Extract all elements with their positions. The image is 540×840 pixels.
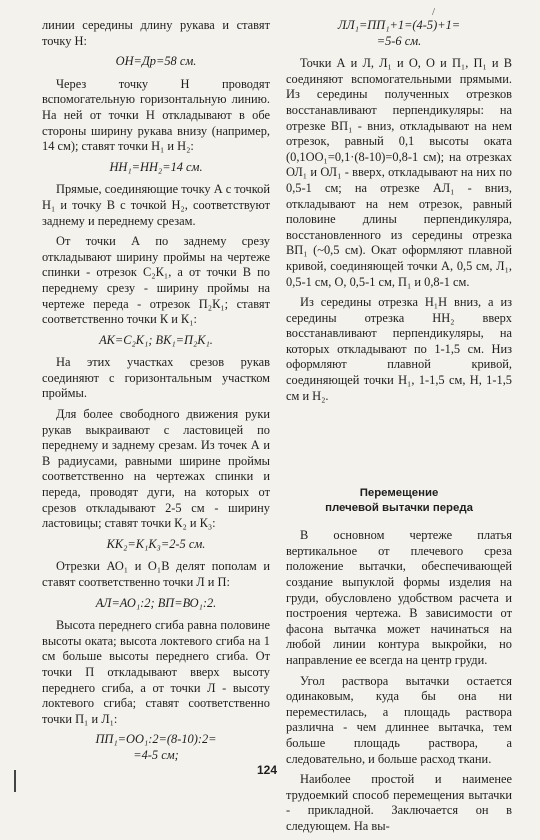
formula: ОН=Др=58 см.: [115, 54, 197, 69]
paragraph: Из середины отрезка Н₁Н вниз, а из середины отрезка НН₂ вверх восстанавливают перпендикуляры, на которых откладывают по 1-1,5 см. Низ оформляют плавной кривой, соединяющей точки Н₁, 1-1,5 см, Н, 1-1,5 см и Н₂.: [286, 295, 512, 403]
paragraph: На этих участках срезов рукав соединяют с горизонтальным участком проймы.: [42, 355, 270, 401]
paragraph: Угол раствора вытачки остается одинаковым, куда бы она ни переместилась, а площадь раствора различна - чем длиннее вытачка, тем больше площадь раствора, а следовательно, и больше расход ткани.: [286, 673, 512, 766]
paragraph: В основном чертеже платья вертикальное от плечевого среза положение вытачки, обеспечивающей создание выпуклой формы изделия на груди, обусловлено удобством расчета и построения чертежа. В зависимости от фасона вытачка может начинаться на любой линии контура выкройки, но направление ее всегда на центр груди.: [286, 528, 512, 667]
heading-line: Перемещение: [359, 487, 439, 500]
formula: ЛЛ₁=ПП₁+1=(4-5)+1=: [337, 18, 461, 32]
paragraph: Отрезки АО₁ и О₁В делят пополам и ставят соответственно точки Л и П:: [42, 559, 270, 589]
paragraph: линии середины длину рукава и ставят точку Н:: [42, 18, 270, 48]
page-number: 124: [257, 763, 278, 777]
heading-line: плечевой вытачки переда: [325, 502, 473, 515]
paragraph: Наиболее простой и наименее трудоемкий способ перемещения вытачки - прикладной. Заключается он в следующем. На вы-: [286, 772, 512, 833]
formula: =5-6 см.: [376, 33, 422, 48]
section-heading: [286, 486, 512, 516]
paragraph: Для более свободного движения руки рукав выкраивают с ластовицей по переднему и заднему срезам. Из точек А и В радиусами, равными ширине проймы соответственно на чертежах спинки и переда, проводят дуги, на которых от срезов откладывают 2-5 см - ширину ластовицы; ставят точки К₂ и К₃:: [42, 407, 270, 531]
paragraph: Прямые, соединяющие точку А с точкой Н₁ и точку В с точкой Н₂, соответствуют заднему и переднему срезам.: [42, 182, 270, 228]
paragraph: Точки А и Л, Л₁ и О, О и П₁, П₁ и В соединяют вспомогательными прямыми. Из середины полученных отрезков восстанавливают перпендикуляры: на отрезке ВП₁ - вниз, откладывают на нем отрезок, равный 0,1 высоты оката (0,1ОО₁=0,1·(8-10)=0,8-1 см); на отрезках ОЛ₁ и ОЛ₁ - вверх, откладывают на них по 0,5-1 см; на отрезке АЛ₁ - вниз, откладывают на нем отрезок, равный половине длины перпендикуляра, восстановленного из середины отрезка ВП₁ (~0,5 см). Окат оформляют плавной кривой, соединяющей точки А, 0,5 см, Л₁, 0,5-1 см, О, 0,5-1 см, П₁ и 0,8-1 см.: [286, 56, 512, 289]
formula: КК₂=К₁К₃=2-5 см.: [106, 536, 206, 551]
formula: =4-5 см;: [133, 747, 179, 762]
margin-rule: [14, 770, 16, 792]
formula: ПП₁=ОО₁:2=(8-10):2=: [95, 732, 217, 747]
paragraph: От точки А по заднему срезу откладывают ширину проймы на чертеже спинки - отрезок С₂К₁, а от точки В по переднему срезу - ширину проймы на чертеже переда - отрезок П₂К₁; ставят соответственно точки К и К₁:: [42, 234, 270, 327]
margin-mark: /: [432, 6, 436, 18]
formula: АЛ=АО₁:2; ВП=ВО₁:2.: [95, 595, 217, 610]
formula: НН₁=НН₂=14 см.: [109, 159, 203, 174]
right-column: [286, 18, 512, 840]
paragraph: Высота переднего сгиба равна половине высоты оката; высота локтевого сгиба на 1 см больше высоты переднего сгиба. От точки П откладывают вверх высоту переднего сгиба, а от точки Л - высоту локтевого сгиба; ставят соответственно точки П₁ и Л₁:: [42, 618, 270, 726]
paragraph: Через точку Н проводят вспомогательную горизонтальную линию. На ней от точки Н откладывают в обе стороны ширину рукава внизу (например, 14 см); ставят точки Н₁ и Н₂:: [42, 76, 270, 154]
formula: АК=С₂К₁; ВК₁=П₂К₁.: [99, 332, 213, 347]
left-column: [42, 18, 270, 771]
